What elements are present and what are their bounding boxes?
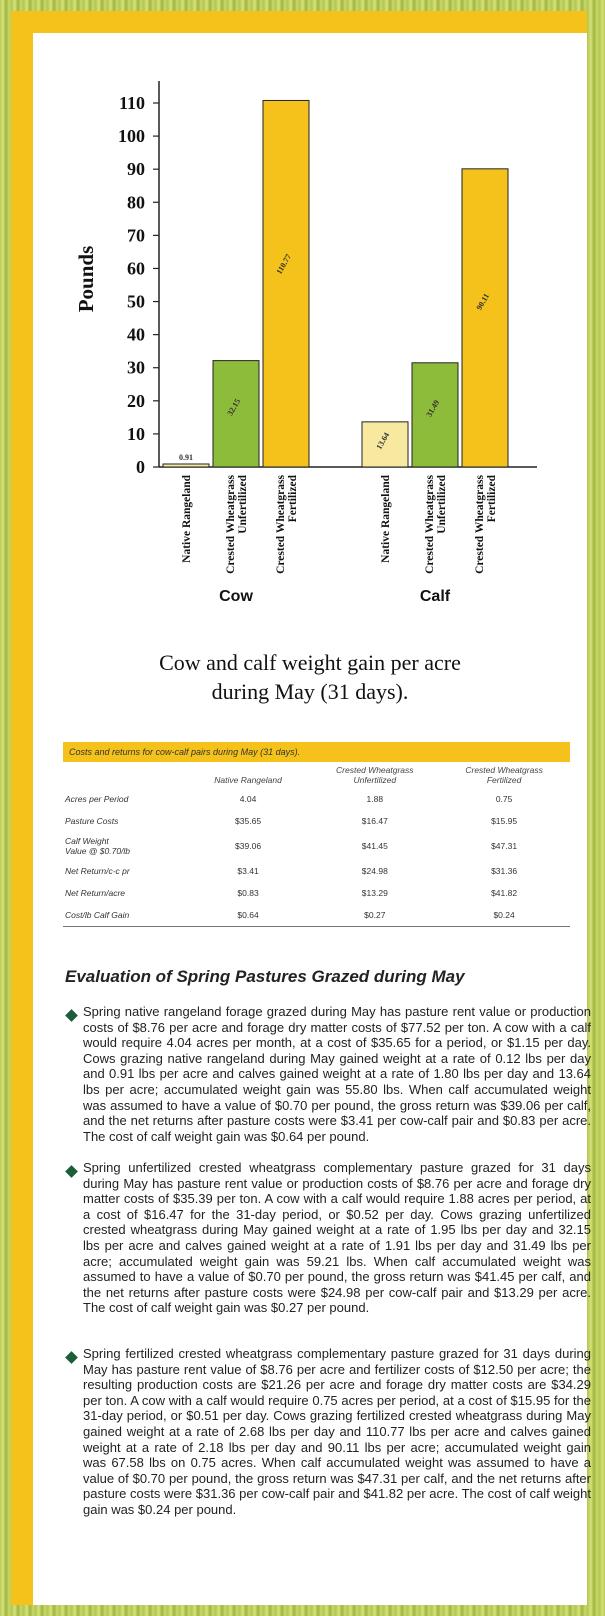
y-tick-label: 30 [127,357,145,378]
category-label: Fertilized [287,475,299,523]
category-label: Native Rangeland [181,475,193,563]
row-label: Acres per Period [65,794,129,804]
y-tick-label: 80 [127,192,145,213]
bar-cow-1 [213,361,259,467]
bar-data-label: 32.15 [225,397,243,418]
row-label-line-2: Value @ $0.70/lb [65,846,131,856]
y-tick-label: 110 [118,93,145,113]
category-label: Crested Wheatgrass [474,475,486,574]
y-tick-label: 90 [127,159,145,180]
bar-cow-0 [163,464,209,467]
y-tick-label: 50 [127,291,145,312]
cell: $41.45 [361,841,388,851]
y-tick-label: 10 [127,423,145,444]
cell: $15.95 [491,816,518,826]
cell: 0.75 [495,794,513,804]
row-label-line-1: Calf Weight [65,836,109,846]
bar-data-label: 13.64 [374,430,392,451]
bar-data-label: 31.49 [424,398,442,419]
table-header-native [185,762,312,788]
cell: $47.31 [491,841,518,851]
y-axis-title: Pounds [74,245,98,313]
bar-cow-2 [263,100,309,467]
y-tick-label: 60 [127,258,145,279]
paragraph-unfertilized: Spring unfertilized crested wheatgrass complementary pasture grazed for 31 days during May has pasture rent value or production costs of $8.76 per acre and forage dry matter costs of $35.39 per ton. A cow with a calf would require 1.88 acres per period, at a cost of $16.47 for the 31-day period, or $0.52 per day. Cows grazing unfertilized crested wheatgrass during May gained weight at a rate of 1.95 lbs per day and 32.15 lbs per acre and calves gained weight at a rate of 1.91 lbs per day and 31.49 lbs per acre; accumulated weight gain was 59.21 lbs. When calf accumulated weight was assumed to have a value of $0.70 per pound, the gross return was $41.45 per calf, and the net returns after pasture costs were $24.98 per cow-calf pair and $13.29 per acre. The cost of calf weight gain was $0.27 per pound. [83,1160,591,1316]
table-header-fertilized-line-2: Fertilized [486,775,522,785]
paragraph-native-rangeland: Spring native rangeland forage grazed during May has pasture rent value or production costs of $8.76 per acre and forage dry matter costs of $77.52 per ton. A cow with a calf would require 4.04 acres per month, at a cost of $35.65 for a period, or $1.15 per day. Cows grazing native rangeland during May gained weight at a rate of 0.12 lbs per day and 0.91 lbs per acre and calves gained weight at a rate of 1.80 lbs per day and 13.64 lbs per acre; accumulated weight gain was 55.80 lbs. When calf accumulated weight was assumed to have a value of $0.70 per pound, the gross return was $39.06 per calf, and the net returns after pasture costs were $3.41 per cow-calf pair and $0.83 per acre. The cost of calf weight gain was $0.64 per pound. [83,1004,591,1144]
y-tick-label: 100 [118,126,145,147]
category-label: Unfertilized [237,475,249,534]
bar-data-label: 0.91 [179,452,193,462]
category-label: Crested Wheatgrass [424,475,436,574]
table-header-unfertilized [311,762,438,788]
category-label: Fertilized [486,475,498,523]
weight-gain-bar-chart [33,33,587,643]
cell: $0.27 [364,910,386,920]
row-label: Cost/lb Calf Gain [65,910,130,920]
group-label-calf: Calf [419,588,451,605]
table-row [63,788,570,810]
bar-calf-1 [412,363,458,467]
table-header-fertilized-line-1: Crested Wheatgrass [465,765,543,775]
table-row [63,810,570,832]
cell: 1.88 [366,794,384,804]
cell: $16.47 [361,816,388,826]
section-heading: Evaluation of Spring Pastures Grazed during May [65,967,465,986]
category-label: Crested Wheatgrass [275,475,287,574]
table-row [63,860,570,882]
table-row [63,904,570,927]
chart-caption-line-2: during May (31 days). [211,679,409,704]
cell: $35.65 [235,816,262,826]
cell: $0.83 [237,888,259,898]
table-row [63,832,570,860]
yellow-frame [11,11,591,1605]
costs-table [63,762,570,927]
content-panel [33,33,591,1605]
cell: $3.41 [237,866,259,876]
table-title: Costs and returns for cow-calf pairs during May (31 days). [63,742,570,762]
row-label: Pasture Costs [65,816,119,826]
chart-caption [33,648,587,706]
paragraph-fertilized: Spring fertilized crested wheatgrass complementary pasture grazed for 31 days during May has pasture rent value of $8.76 per acre and fertilizer costs of $12.50 per acre; the resulting production costs are $21.26 per acre and forage dry matter costs are $34.29 per ton. A cow with a calf would require 0.75 acres per period, at a cost of $15.95 for the 31-day period, or $0.51 per day. Cows grazing fertilized crested wheatgrass during May gained weight at a rate of 2.68 lbs per day and 110.77 lbs per acre and calves gained weight at a rate of 2.18 lbs per day and 90.11 lbs per acre; accumulated weight gain was 67.58 lbs on 0.75 acres. When calf accumulated weight was assumed to have a value of $0.70 per pound, the gross return was $47.31 per calf, and the net returns after pasture costs were $31.36 per cow-calf pair and $41.82 per acre. The cost of calf weight gain was $0.24 per pound. [83,1346,591,1517]
category-label: Unfertilized [436,475,448,534]
table-header-fertilized [438,762,570,788]
cell: $31.36 [491,866,518,876]
y-tick-label: 20 [127,390,145,411]
y-tick-label: 40 [127,324,145,345]
table-header-unfertilized-line-2: Unfertilized [353,775,397,785]
bar-data-label: 110.77 [274,252,294,276]
category-label: Crested Wheatgrass [225,475,237,574]
table-header-empty [63,762,185,788]
cell: $13.29 [361,888,388,898]
cell: 4.04 [239,794,257,804]
cell: $41.82 [491,888,518,898]
cell: $24.98 [361,866,388,876]
row-label: Net Return/c-c pr [65,866,130,876]
group-label-cow: Cow [219,588,253,605]
category-label: Native Rangeland [380,475,392,563]
cell: $39.06 [235,841,262,851]
row-label [63,832,185,860]
table-row [63,882,570,904]
costs-returns-table [63,742,570,927]
chart-caption-line-1: Cow and calf weight gain per acre [159,650,461,675]
bar-data-label: 90.11 [474,291,492,312]
y-tick-label: 0 [136,457,145,477]
table-header-native-line: Native Rangeland [214,775,282,785]
row-label: Net Return/acre [65,888,125,898]
table-header-unfertilized-line-1: Crested Wheatgrass [336,765,414,775]
cell: $0.24 [493,910,515,920]
table-header-row [63,762,570,788]
y-tick-label: 70 [127,225,145,246]
cell: $0.64 [237,910,259,920]
bar-calf-2 [462,169,508,467]
